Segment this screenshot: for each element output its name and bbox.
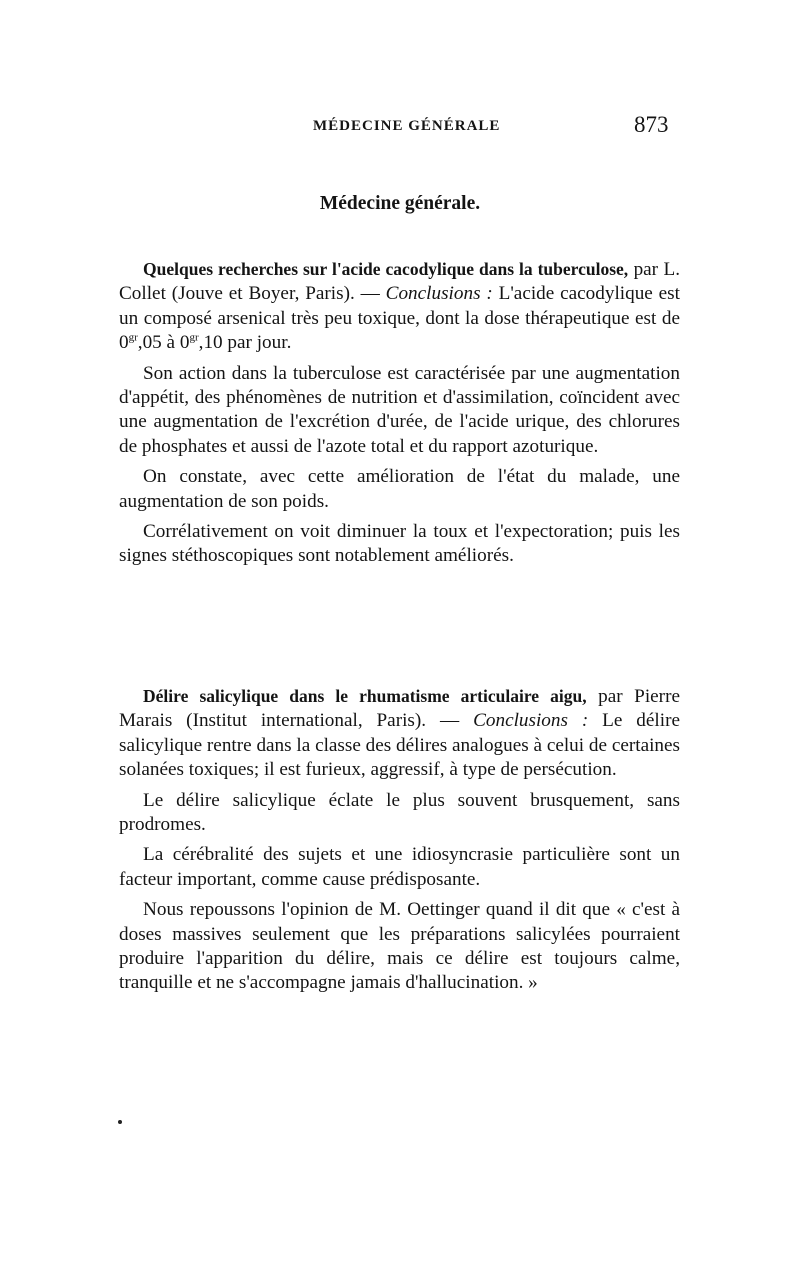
running-title: MÉDECINE GÉNÉRALE bbox=[313, 118, 501, 134]
article-title: Quelques recherches sur l'acide cacodylique dans la tuberculose, bbox=[143, 259, 629, 279]
running-head bbox=[0, 112, 800, 142]
unit-superscript: gr bbox=[128, 331, 138, 344]
article-title: Délire salicylique dans le rhumatisme articulaire aigu, bbox=[143, 686, 587, 706]
article-byline: par L. Collet (Jouve et Boyer, Paris). — bbox=[119, 259, 680, 305]
body-paragraph: La cérébralité des sujets et une idiosyncrasie particulière sont un facteur important, comme cause prédisposante. bbox=[119, 844, 680, 890]
lead-text: Le délire salicylique rentre dans la classe des délires analogues à celui de certaines solanées toxiques; il est furieux, aggressif, à type de persécution. bbox=[119, 710, 680, 781]
conclusions-label: Conclusions : bbox=[385, 283, 493, 305]
body-paragraph: On constate, avec cette amélioration de l'état du malade, une augmentation de son poids. bbox=[119, 466, 680, 512]
section-title: Médecine générale. bbox=[319, 193, 481, 214]
body-paragraph: Son action dans la tuberculose est caractérisée par une augmentation d'appétit, des phénomènes de nutrition et d'assimilation, coïncident avec une augmentation de l'excrétion d'urée, de l'acide urique, des chlorures de phosphates et aussi de l'azote total et du rapport azoturique. bbox=[119, 362, 680, 457]
lead-text: L'acide cacodylique est un composé arsenical très peu toxique, dont la dose thérapeutique est de 0 bbox=[119, 283, 680, 354]
page-number: 873 bbox=[634, 112, 669, 137]
unit-superscript: gr bbox=[189, 331, 199, 344]
body-paragraph: Nous repoussons l'opinion de M. Oettinger quand il dit que « c'est à doses massives seulement que les préparations salicylées pourraient produire l'apparition du délire, mais ce délire est toujours calme, tranquille et ne s'accompagne jamais d'hallucination. » bbox=[119, 899, 680, 994]
ink-speck bbox=[118, 1120, 122, 1124]
lead-text-end: ,10 par jour. bbox=[198, 332, 292, 354]
dose-text: ,05 à 0 bbox=[137, 332, 190, 354]
conclusions-label: Conclusions : bbox=[473, 710, 589, 732]
article-byline: par Pierre Marais (Institut international, Paris). — bbox=[119, 686, 680, 732]
article-lead-paragraph bbox=[119, 257, 680, 356]
body-paragraph: Corrélativement on voit diminuer la toux et l'expectoration; puis les signes stéthoscopiques sont notablement améliorés. bbox=[119, 521, 680, 567]
article-cacodylic-acid bbox=[119, 257, 680, 569]
article-salicylic-delirium bbox=[119, 684, 680, 996]
body-paragraph: Le délire salicylique éclate le plus souvent brusquement, sans prodromes. bbox=[119, 789, 680, 836]
article-lead-paragraph bbox=[119, 684, 680, 783]
